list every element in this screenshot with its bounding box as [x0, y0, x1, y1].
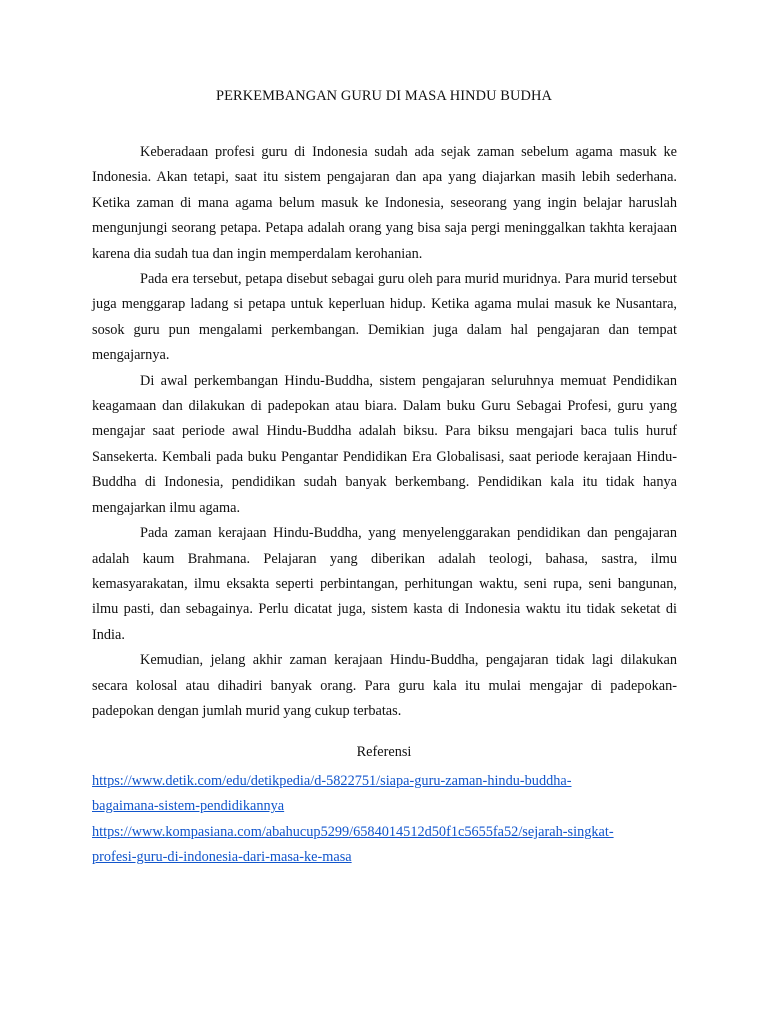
paragraph-5: Kemudian, jelang akhir zaman kerajaan Hindu-Buddha, pengajaran tidak lagi dilakukan secara kolosal atau dihadiri banyak orang. Para guru kala itu mulai mengajar di padepokan-padepokan dengan jumlah murid yang cukup terbatas. [92, 652, 677, 719]
paragraph-1: Keberadaan profesi guru di Indonesia sudah ada sejak zaman sebelum agama masuk ke Indonesia. Akan tetapi, saat itu sistem pengajaran dan apa yang diajarkan masih lebih sederhana. Ketika zaman di mana agama belum masuk ke Indonesia, seseorang yang ingin belajar haruslah mengunjungi seorang petapa. Petapa adalah orang yang bisa saja pergi meninggalkan takhta kerajaan karena dia sudah tua dan ingin memperdalam kerohanian. [92, 144, 677, 262]
reference-link-line: bagaimana-sistem-pendidikannya [92, 798, 285, 815]
document-body [92, 140, 677, 724]
reference-link-detik[interactable] [92, 769, 677, 820]
paragraph-3: Di awal perkembangan Hindu-Buddha, sistem pengajaran seluruhnya memuat Pendidikan keagamaan dan dilakukan di padepokan atau biara. Dalam buku Guru Sebagai Profesi, guru yang mengajar saat periode awal Hindu-Buddha adalah biksu. Para biksu mengajari baca tulis huruf Sansekerta. Kembali pada buku Pengantar Pendidikan Era Globalisasi, saat periode kerajaan Hindu-Buddha di Indonesia, pendidikan sudah banyak berkembang. Pendidikan kala itu tidak hanya mengajarkan ilmu agama. [92, 372, 677, 516]
reference-link-line: https://www.detik.com/edu/detikpedia/d-5822751/siapa-guru-zaman-hindu-buddha- [92, 773, 572, 789]
paragraph-2: Pada era tersebut, petapa disebut sebagai guru oleh para murid muridnya. Para murid tersebut juga menggarap ladang si petapa untuk keperluan hidup. Ketika agama mulai masuk ke Nusantara, sosok guru pun mengalami perkembangan. Demikian juga dalam hal pengajaran dan tempat mengajarnya. [92, 271, 677, 364]
references-heading: Referensi [356, 744, 412, 760]
reference-link-line: profesi-guru-di-indonesia-dari-masa-ke-masa [92, 849, 352, 866]
paragraph-4: Pada zaman kerajaan Hindu-Buddha, yang menyelenggarakan pendidikan dan pengajaran adalah kaum Brahmana. Pelajaran yang diberikan adalah teologi, bahasa, sastra, ilmu kemasyarakatan, ilmu eksakta seperti perbintangan, perhitungan waktu, seni rupa, seni bangunan, ilmu pasti, dan sebagainya. Perlu dicatat juga, sistem kasta di Indonesia waktu itu tidak seketat di India. [92, 525, 677, 643]
reference-link-kompasiana[interactable] [92, 820, 677, 871]
references-list [92, 769, 677, 871]
reference-link-line: https://www.kompasiana.com/abahucup5299/6584014512d50f1c5655fa52/sejarah-singkat- [92, 823, 614, 840]
document-title: PERKEMBANGAN GURU DI MASA HINDU BUDHA [216, 88, 552, 104]
